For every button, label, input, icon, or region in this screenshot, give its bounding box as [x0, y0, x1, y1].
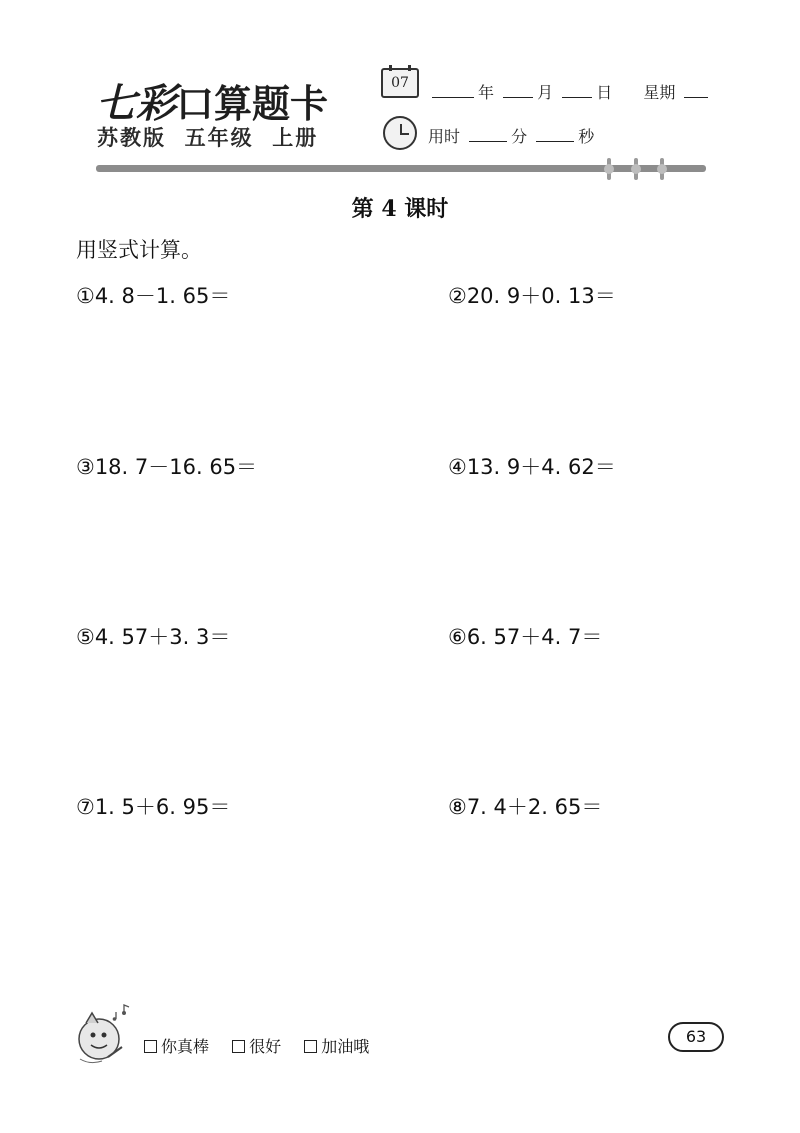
lesson-title: 第 4 课时 — [351, 196, 449, 222]
brand-logo — [96, 72, 328, 129]
rating-option-good[interactable] — [232, 1037, 281, 1056]
problem-4: ④13. 9＋4. 62＝ — [448, 455, 616, 479]
brand-title: 口算题卡 — [176, 81, 329, 126]
checkbox[interactable] — [144, 1040, 157, 1053]
checkbox[interactable] — [232, 1040, 245, 1053]
divider-ornament — [604, 158, 614, 180]
time-fields — [428, 124, 594, 147]
divider-ornament — [657, 158, 667, 180]
date-fields — [428, 80, 712, 103]
minutes-blank[interactable] — [469, 128, 507, 142]
rating-option-great[interactable] — [144, 1037, 209, 1056]
problem-3: ③18. 7－16. 65＝ — [76, 455, 258, 479]
year-label: 年 — [478, 83, 495, 102]
rating-options — [144, 1034, 387, 1057]
checkbox[interactable] — [304, 1040, 317, 1053]
problem-5: ⑤4. 57＋3. 3＝ — [76, 625, 231, 649]
clock-icon — [383, 116, 417, 150]
problem-6: ⑥6. 57＋4. 7＝ — [448, 625, 603, 649]
problem-1: ①4. 8－1. 65＝ — [76, 284, 231, 308]
weekday-blank[interactable] — [684, 84, 708, 98]
rating-option-keep-going[interactable] — [304, 1037, 369, 1056]
day-blank[interactable] — [562, 84, 592, 98]
minutes-label: 分 — [511, 127, 528, 146]
problem-8: ⑧7. 4＋2. 65＝ — [448, 795, 603, 819]
page-number: 63 — [668, 1022, 724, 1052]
mascot-icon — [72, 1003, 134, 1069]
header-divider — [96, 165, 706, 172]
calendar-number: 07 — [391, 75, 409, 91]
weekday-label: 星期 — [643, 83, 676, 102]
rating-label: 加油哦 — [321, 1037, 370, 1056]
instruction: 用竖式计算。 — [76, 238, 202, 262]
problem-2: ②20. 9＋0. 13＝ — [448, 284, 616, 308]
edition-subtitle: 苏教版 五年级 上册 — [97, 126, 319, 150]
seconds-blank[interactable] — [536, 128, 574, 142]
brand-script: 七彩 — [96, 80, 176, 127]
rating-label: 很好 — [249, 1037, 282, 1056]
problem-7: ⑦1. 5＋6. 95＝ — [76, 795, 231, 819]
day-label: 日 — [596, 83, 613, 102]
calendar-icon — [381, 68, 419, 98]
year-blank[interactable] — [432, 84, 474, 98]
rating-label: 你真棒 — [161, 1037, 210, 1056]
month-label: 月 — [537, 83, 554, 102]
month-blank[interactable] — [503, 84, 533, 98]
time-used-label: 用时 — [428, 127, 461, 146]
divider-ornament — [631, 158, 641, 180]
seconds-label: 秒 — [578, 127, 595, 146]
